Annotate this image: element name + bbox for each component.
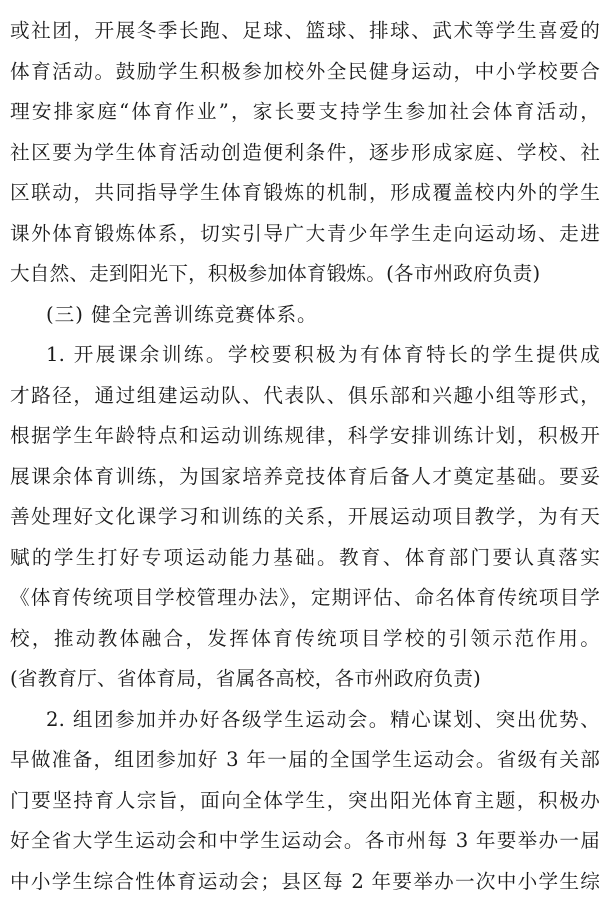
text-line: 早做准备，组团参加好 3 年一届的全国学生运动会。省级有关部 bbox=[10, 740, 600, 781]
text-line: 善处理好文化课学习和训练的关系，开展运动项目教学，为有天 bbox=[10, 497, 600, 538]
text-line: 《体育传统项目学校管理办法》，定期评估、命名体育传统项目学 bbox=[10, 578, 600, 619]
text-line: 课外体育锻炼体系，切实引导广大青少年学生走向运动场、走进 bbox=[10, 214, 600, 255]
text-line: (省教育厅、省体育局，省属各高校，各市州政府负责) bbox=[10, 659, 600, 700]
text-line: 区联动，共同指导学生体育锻炼的机制，形成覆盖校内外的学生 bbox=[10, 173, 600, 214]
text-line: 赋的学生打好专项运动能力基础。教育、体育部门要认真落实 bbox=[10, 538, 600, 579]
text-line: 体育活动。鼓励学生积极参加校外全民健身运动，中小学校要合 bbox=[10, 52, 600, 93]
text-line: 校，推动教体融合，发挥体育传统项目学校的引领示范作用。 bbox=[10, 619, 600, 660]
text-line: 大自然、走到阳光下，积极参加体育锻炼。(各市州政府负责) bbox=[10, 254, 600, 295]
document-body bbox=[10, 11, 600, 902]
text-line: 好全省大学生运动会和中学生运动会。各市州每 3 年要举办一届 bbox=[10, 821, 600, 862]
text-line: 才路径，通过组建运动队、代表队、俱乐部和兴趣小组等形式， bbox=[10, 376, 600, 417]
text-line: 中小学生综合性体育运动会；县区每 2 年要举办一次中小学生综 bbox=[10, 862, 600, 902]
text-line: 或社团，开展冬季长跑、足球、篮球、排球、武术等学生喜爱的 bbox=[10, 11, 600, 52]
text-line: 根据学生年龄特点和运动训练规律，科学安排训练计划，积极开 bbox=[10, 416, 600, 457]
text-line: 社区要为学生体育活动创造便利条件，逐步形成家庭、学校、社 bbox=[10, 133, 600, 174]
text-line: 理安排家庭“体育作业”，家长要支持学生参加社会体育活动， bbox=[10, 92, 600, 133]
text-line: 2. 组团参加并办好各级学生运动会。精心谋划、突出优势、 bbox=[10, 700, 600, 741]
section-heading: (三) 健全完善训练竞赛体系。 bbox=[10, 295, 600, 336]
text-line: 1. 开展课余训练。学校要积极为有体育特长的学生提供成 bbox=[10, 335, 600, 376]
text-line: 展课余体育训练，为国家培养竞技体育后备人才奠定基础。要妥 bbox=[10, 457, 600, 498]
text-line: 门要坚持育人宗旨，面向全体学生，突出阳光体育主题，积极办 bbox=[10, 781, 600, 822]
